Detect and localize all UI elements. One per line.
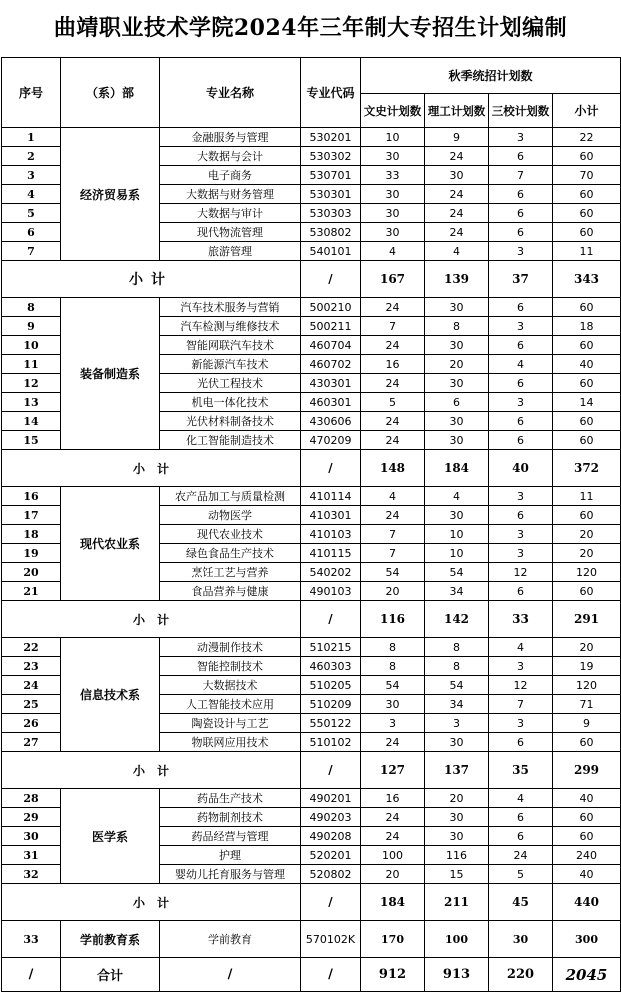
- seq-cell: 13: [2, 393, 61, 412]
- ligong-cell: 30: [425, 336, 489, 355]
- preschool-row: [2, 921, 621, 958]
- sanxiao-cell: 4: [489, 638, 553, 657]
- subtotal-ligong: 211: [425, 884, 489, 921]
- wenshi-cell: 24: [361, 298, 425, 317]
- xiaoji-cell: 20: [553, 638, 621, 657]
- xiaoji-cell: 9: [553, 714, 621, 733]
- sanxiao-cell: 30: [489, 921, 553, 958]
- sanxiao-cell: 6: [489, 374, 553, 393]
- xiaoji-cell: 240: [553, 846, 621, 865]
- subtotal-xiaoji: 343: [553, 261, 621, 298]
- major-code-cell: 410103: [301, 525, 361, 544]
- seq-cell: 19: [2, 544, 61, 563]
- xiaoji-cell: 60: [553, 431, 621, 450]
- ligong-cell: 4: [425, 487, 489, 506]
- wenshi-cell: 24: [361, 808, 425, 827]
- seq-cell: 28: [2, 789, 61, 808]
- subtotal-ligong: 142: [425, 601, 489, 638]
- seq-cell: 12: [2, 374, 61, 393]
- major-code-cell: 520802: [301, 865, 361, 884]
- xiaoji-cell: 19: [553, 657, 621, 676]
- wenshi-cell: 54: [361, 563, 425, 582]
- dept-cell: 医学系: [61, 789, 160, 884]
- xiaoji-cell: 60: [553, 298, 621, 317]
- ligong-cell: 24: [425, 223, 489, 242]
- seq-cell: 31: [2, 846, 61, 865]
- dept-cell: 装备制造系: [61, 298, 160, 450]
- ligong-cell: 54: [425, 563, 489, 582]
- subtotal-ligong: 137: [425, 752, 489, 789]
- subtotal-code: /: [301, 261, 361, 298]
- total-label: 合计: [61, 958, 160, 992]
- seq-cell: 14: [2, 412, 61, 431]
- seq-cell: 18: [2, 525, 61, 544]
- ligong-cell: 20: [425, 355, 489, 374]
- major-code-cell: 530701: [301, 166, 361, 185]
- subtotal-xiaoji: 291: [553, 601, 621, 638]
- sanxiao-cell: 6: [489, 147, 553, 166]
- xiaoji-cell: 60: [553, 412, 621, 431]
- seq-cell: 26: [2, 714, 61, 733]
- subtotal-wenshi: 184: [361, 884, 425, 921]
- sanxiao-cell: 6: [489, 582, 553, 601]
- major-name-cell: 机电一体化技术: [160, 393, 301, 412]
- seq-cell: 27: [2, 733, 61, 752]
- major-code-cell: 520201: [301, 846, 361, 865]
- seq-cell: 2: [2, 147, 61, 166]
- dept-cell: 经济贸易系: [61, 128, 160, 261]
- wenshi-cell: 7: [361, 544, 425, 563]
- major-name-cell: 药物制剂技术: [160, 808, 301, 827]
- total-sanxiao: 220: [489, 958, 553, 992]
- major-code-cell: 540202: [301, 563, 361, 582]
- subtotal-label: 小计: [2, 261, 301, 298]
- wenshi-cell: 4: [361, 487, 425, 506]
- sanxiao-cell: 6: [489, 827, 553, 846]
- sanxiao-cell: 3: [489, 714, 553, 733]
- dept-cell: 现代农业系: [61, 487, 160, 601]
- sanxiao-cell: 7: [489, 166, 553, 185]
- major-name-cell: 动漫制作技术: [160, 638, 301, 657]
- major-name-cell: 智能网联汽车技术: [160, 336, 301, 355]
- major-name-cell: 大数据技术: [160, 676, 301, 695]
- sanxiao-cell: 4: [489, 789, 553, 808]
- ligong-cell: 8: [425, 638, 489, 657]
- major-code-cell: 530303: [301, 204, 361, 223]
- seq-cell: 16: [2, 487, 61, 506]
- header-plan: 秋季统招计划数: [361, 58, 621, 94]
- wenshi-cell: 16: [361, 789, 425, 808]
- subtotal-xiaoji: 440: [553, 884, 621, 921]
- major-code-cell: 460704: [301, 336, 361, 355]
- xiaoji-cell: 60: [553, 374, 621, 393]
- subtotal-ligong: 139: [425, 261, 489, 298]
- dept-cell: 学前教育系: [61, 921, 160, 958]
- seq-cell: 30: [2, 827, 61, 846]
- major-code-cell: 570102K: [301, 921, 361, 958]
- wenshi-cell: 30: [361, 185, 425, 204]
- wenshi-cell: 3: [361, 714, 425, 733]
- seq-cell: 22: [2, 638, 61, 657]
- table-row: [2, 128, 621, 147]
- xiaoji-cell: 60: [553, 223, 621, 242]
- seq-cell: 21: [2, 582, 61, 601]
- sanxiao-cell: 6: [489, 506, 553, 525]
- major-code-cell: 460301: [301, 393, 361, 412]
- xiaoji-cell: 71: [553, 695, 621, 714]
- ligong-cell: 8: [425, 317, 489, 336]
- sanxiao-cell: 6: [489, 185, 553, 204]
- major-code-cell: 510209: [301, 695, 361, 714]
- sanxiao-cell: 3: [489, 525, 553, 544]
- seq-cell: 10: [2, 336, 61, 355]
- wenshi-cell: 8: [361, 638, 425, 657]
- sanxiao-cell: 24: [489, 846, 553, 865]
- xiaoji-cell: 120: [553, 676, 621, 695]
- sanxiao-cell: 3: [489, 317, 553, 336]
- xiaoji-cell: 20: [553, 525, 621, 544]
- wenshi-cell: 24: [361, 336, 425, 355]
- xiaoji-cell: 11: [553, 487, 621, 506]
- header-code: 专业代码: [301, 58, 361, 128]
- wenshi-cell: 24: [361, 827, 425, 846]
- ligong-cell: 15: [425, 865, 489, 884]
- major-name-cell: 药品生产技术: [160, 789, 301, 808]
- ligong-cell: 30: [425, 827, 489, 846]
- subtotal-row: [2, 261, 621, 298]
- ligong-cell: 24: [425, 185, 489, 204]
- wenshi-cell: 5: [361, 393, 425, 412]
- xiaoji-cell: 14: [553, 393, 621, 412]
- sanxiao-cell: 12: [489, 563, 553, 582]
- ligong-cell: 10: [425, 544, 489, 563]
- ligong-cell: 30: [425, 506, 489, 525]
- subtotal-code: /: [301, 601, 361, 638]
- seq-cell: 23: [2, 657, 61, 676]
- major-code-cell: 510102: [301, 733, 361, 752]
- wenshi-cell: 4: [361, 242, 425, 261]
- xiaoji-cell: 60: [553, 582, 621, 601]
- wenshi-cell: 7: [361, 317, 425, 336]
- seq-cell: 9: [2, 317, 61, 336]
- major-code-cell: 500210: [301, 298, 361, 317]
- major-code-cell: 430606: [301, 412, 361, 431]
- ligong-cell: 4: [425, 242, 489, 261]
- sanxiao-cell: 6: [489, 733, 553, 752]
- major-code-cell: 500211: [301, 317, 361, 336]
- header-dept: （系）部: [61, 58, 160, 128]
- major-name-cell: 大数据与审计: [160, 204, 301, 223]
- header-seq: 序号: [2, 58, 61, 128]
- subtotal-wenshi: 148: [361, 450, 425, 487]
- header-wenshi: 文史计划数: [361, 94, 425, 128]
- table-row: [2, 638, 621, 657]
- seq-cell: 4: [2, 185, 61, 204]
- xiaoji-cell: 300: [553, 921, 621, 958]
- subtotal-row: [2, 752, 621, 789]
- major-code-cell: 530201: [301, 128, 361, 147]
- xiaoji-cell: 22: [553, 128, 621, 147]
- sanxiao-cell: 6: [489, 412, 553, 431]
- xiaoji-cell: 60: [553, 506, 621, 525]
- sanxiao-cell: 7: [489, 695, 553, 714]
- sanxiao-cell: 6: [489, 204, 553, 223]
- xiaoji-cell: 40: [553, 355, 621, 374]
- wenshi-cell: 24: [361, 733, 425, 752]
- major-name-cell: 动物医学: [160, 506, 301, 525]
- wenshi-cell: 24: [361, 374, 425, 393]
- xiaoji-cell: 20: [553, 544, 621, 563]
- major-code-cell: 510205: [301, 676, 361, 695]
- ligong-cell: 8: [425, 657, 489, 676]
- seq-cell: 11: [2, 355, 61, 374]
- major-code-cell: 490203: [301, 808, 361, 827]
- xiaoji-cell: 60: [553, 147, 621, 166]
- sanxiao-cell: 6: [489, 223, 553, 242]
- subtotal-wenshi: 116: [361, 601, 425, 638]
- subtotal-row: [2, 601, 621, 638]
- xiaoji-cell: 60: [553, 733, 621, 752]
- major-code-cell: 470209: [301, 431, 361, 450]
- subtotal-xiaoji: 372: [553, 450, 621, 487]
- ligong-cell: 20: [425, 789, 489, 808]
- ligong-cell: 30: [425, 808, 489, 827]
- ligong-cell: 100: [425, 921, 489, 958]
- wenshi-cell: 24: [361, 412, 425, 431]
- major-code-cell: 490201: [301, 789, 361, 808]
- major-code-cell: 530302: [301, 147, 361, 166]
- wenshi-cell: 24: [361, 506, 425, 525]
- wenshi-cell: 33: [361, 166, 425, 185]
- ligong-cell: 34: [425, 582, 489, 601]
- seq-cell: 8: [2, 298, 61, 317]
- wenshi-cell: 20: [361, 865, 425, 884]
- subtotal-wenshi: 167: [361, 261, 425, 298]
- subtotal-sanxiao: 45: [489, 884, 553, 921]
- major-code-cell: 490103: [301, 582, 361, 601]
- xiaoji-cell: 70: [553, 166, 621, 185]
- ligong-cell: 30: [425, 298, 489, 317]
- major-name-cell: 汽车技术服务与营销: [160, 298, 301, 317]
- wenshi-cell: 16: [361, 355, 425, 374]
- seq-cell: 1: [2, 128, 61, 147]
- major-code-cell: 540101: [301, 242, 361, 261]
- subtotal-code: /: [301, 752, 361, 789]
- major-name-cell: 药品经营与管理: [160, 827, 301, 846]
- seq-cell: 32: [2, 865, 61, 884]
- sanxiao-cell: 12: [489, 676, 553, 695]
- total-xiaoji: 2045: [553, 958, 621, 992]
- seq-cell: 24: [2, 676, 61, 695]
- ligong-cell: 30: [425, 166, 489, 185]
- subtotal-label: 小 计: [2, 884, 301, 921]
- wenshi-cell: 10: [361, 128, 425, 147]
- xiaoji-cell: 40: [553, 789, 621, 808]
- major-name-cell: 陶瓷设计与工艺: [160, 714, 301, 733]
- seq-cell: 5: [2, 204, 61, 223]
- wenshi-cell: 30: [361, 695, 425, 714]
- wenshi-cell: 7: [361, 525, 425, 544]
- major-code-cell: 460702: [301, 355, 361, 374]
- xiaoji-cell: 60: [553, 336, 621, 355]
- sanxiao-cell: 3: [489, 393, 553, 412]
- xiaoji-cell: 18: [553, 317, 621, 336]
- subtotal-label: 小 计: [2, 752, 301, 789]
- sanxiao-cell: 3: [489, 487, 553, 506]
- seq-cell: 20: [2, 563, 61, 582]
- xiaoji-cell: 60: [553, 185, 621, 204]
- major-name-cell: 光伏材料制备技术: [160, 412, 301, 431]
- major-name-cell: 物联网应用技术: [160, 733, 301, 752]
- major-name-cell: 现代物流管理: [160, 223, 301, 242]
- major-name-cell: 护理: [160, 846, 301, 865]
- major-name-cell: 汽车检测与维修技术: [160, 317, 301, 336]
- seq-cell: 17: [2, 506, 61, 525]
- major-name-cell: 化工智能制造技术: [160, 431, 301, 450]
- ligong-cell: 116: [425, 846, 489, 865]
- subtotal-wenshi: 127: [361, 752, 425, 789]
- major-name-cell: 食品营养与健康: [160, 582, 301, 601]
- table-row: [2, 789, 621, 808]
- major-name-cell: 光伏工程技术: [160, 374, 301, 393]
- sanxiao-cell: 3: [489, 657, 553, 676]
- wenshi-cell: 100: [361, 846, 425, 865]
- major-code-cell: 410114: [301, 487, 361, 506]
- ligong-cell: 24: [425, 147, 489, 166]
- major-name-cell: 金融服务与管理: [160, 128, 301, 147]
- seq-cell: 25: [2, 695, 61, 714]
- xiaoji-cell: 60: [553, 808, 621, 827]
- sanxiao-cell: 5: [489, 865, 553, 884]
- total-ligong: 913: [425, 958, 489, 992]
- major-name-cell: 大数据与会计: [160, 147, 301, 166]
- major-name-cell: 现代农业技术: [160, 525, 301, 544]
- xiaoji-cell: 60: [553, 827, 621, 846]
- seq-cell: 7: [2, 242, 61, 261]
- dept-cell: 信息技术系: [61, 638, 160, 752]
- ligong-cell: 9: [425, 128, 489, 147]
- page-title: 曲靖职业技术学院2024年三年制大专招生计划编制: [53, 15, 568, 41]
- total-code: /: [301, 958, 361, 992]
- major-name-cell: 电子商务: [160, 166, 301, 185]
- subtotal-sanxiao: 40: [489, 450, 553, 487]
- major-code-cell: 510215: [301, 638, 361, 657]
- major-name-cell: 旅游管理: [160, 242, 301, 261]
- seq-cell: 33: [2, 921, 61, 958]
- subtotal-sanxiao: 35: [489, 752, 553, 789]
- major-name-cell: 烹饪工艺与营养: [160, 563, 301, 582]
- wenshi-cell: 170: [361, 921, 425, 958]
- major-code-cell: 460303: [301, 657, 361, 676]
- table-row: [2, 298, 621, 317]
- ligong-cell: 6: [425, 393, 489, 412]
- sanxiao-cell: 3: [489, 242, 553, 261]
- subtotal-label: 小 计: [2, 601, 301, 638]
- enrollment-plan-table: [1, 57, 621, 992]
- total-row: [2, 958, 621, 992]
- wenshi-cell: 30: [361, 147, 425, 166]
- major-code-cell: 410115: [301, 544, 361, 563]
- major-name-cell: 新能源汽车技术: [160, 355, 301, 374]
- major-name-cell: 人工智能技术应用: [160, 695, 301, 714]
- seq-cell: 15: [2, 431, 61, 450]
- xiaoji-cell: 40: [553, 865, 621, 884]
- total-seq: /: [2, 958, 61, 992]
- total-name: /: [160, 958, 301, 992]
- subtotal-row: [2, 450, 621, 487]
- major-name-cell: 学前教育: [160, 921, 301, 958]
- header-sanxiao: 三校计划数: [489, 94, 553, 128]
- subtotal-label: 小 计: [2, 450, 301, 487]
- sanxiao-cell: 3: [489, 544, 553, 563]
- subtotal-code: /: [301, 450, 361, 487]
- wenshi-cell: 20: [361, 582, 425, 601]
- sanxiao-cell: 3: [489, 128, 553, 147]
- xiaoji-cell: 120: [553, 563, 621, 582]
- sanxiao-cell: 6: [489, 298, 553, 317]
- table-row: [2, 487, 621, 506]
- header-xiaoji: 小计: [553, 94, 621, 128]
- seq-cell: 29: [2, 808, 61, 827]
- major-code-cell: 410301: [301, 506, 361, 525]
- total-wenshi: 912: [361, 958, 425, 992]
- subtotal-xiaoji: 299: [553, 752, 621, 789]
- ligong-cell: 10: [425, 525, 489, 544]
- major-name-cell: 绿色食品生产技术: [160, 544, 301, 563]
- wenshi-cell: 30: [361, 204, 425, 223]
- subtotal-sanxiao: 37: [489, 261, 553, 298]
- seq-cell: 6: [2, 223, 61, 242]
- major-code-cell: 530301: [301, 185, 361, 204]
- wenshi-cell: 54: [361, 676, 425, 695]
- major-name-cell: 智能控制技术: [160, 657, 301, 676]
- wenshi-cell: 24: [361, 431, 425, 450]
- seq-cell: 3: [2, 166, 61, 185]
- major-name-cell: 农产品加工与质量检测: [160, 487, 301, 506]
- major-code-cell: 550122: [301, 714, 361, 733]
- sanxiao-cell: 6: [489, 808, 553, 827]
- header-ligong: 理工计划数: [425, 94, 489, 128]
- ligong-cell: 30: [425, 374, 489, 393]
- subtotal-code: /: [301, 884, 361, 921]
- xiaoji-cell: 11: [553, 242, 621, 261]
- ligong-cell: 34: [425, 695, 489, 714]
- major-name-cell: 大数据与财务管理: [160, 185, 301, 204]
- header-major: 专业名称: [160, 58, 301, 128]
- subtotal-row: [2, 884, 621, 921]
- ligong-cell: 3: [425, 714, 489, 733]
- wenshi-cell: 8: [361, 657, 425, 676]
- sanxiao-cell: 4: [489, 355, 553, 374]
- sanxiao-cell: 6: [489, 336, 553, 355]
- ligong-cell: 30: [425, 431, 489, 450]
- sanxiao-cell: 6: [489, 431, 553, 450]
- major-code-cell: 430301: [301, 374, 361, 393]
- ligong-cell: 54: [425, 676, 489, 695]
- wenshi-cell: 30: [361, 223, 425, 242]
- major-name-cell: 婴幼儿托育服务与管理: [160, 865, 301, 884]
- major-code-cell: 530802: [301, 223, 361, 242]
- subtotal-sanxiao: 33: [489, 601, 553, 638]
- major-code-cell: 490208: [301, 827, 361, 846]
- subtotal-ligong: 184: [425, 450, 489, 487]
- xiaoji-cell: 60: [553, 204, 621, 223]
- ligong-cell: 24: [425, 204, 489, 223]
- ligong-cell: 30: [425, 733, 489, 752]
- ligong-cell: 30: [425, 412, 489, 431]
